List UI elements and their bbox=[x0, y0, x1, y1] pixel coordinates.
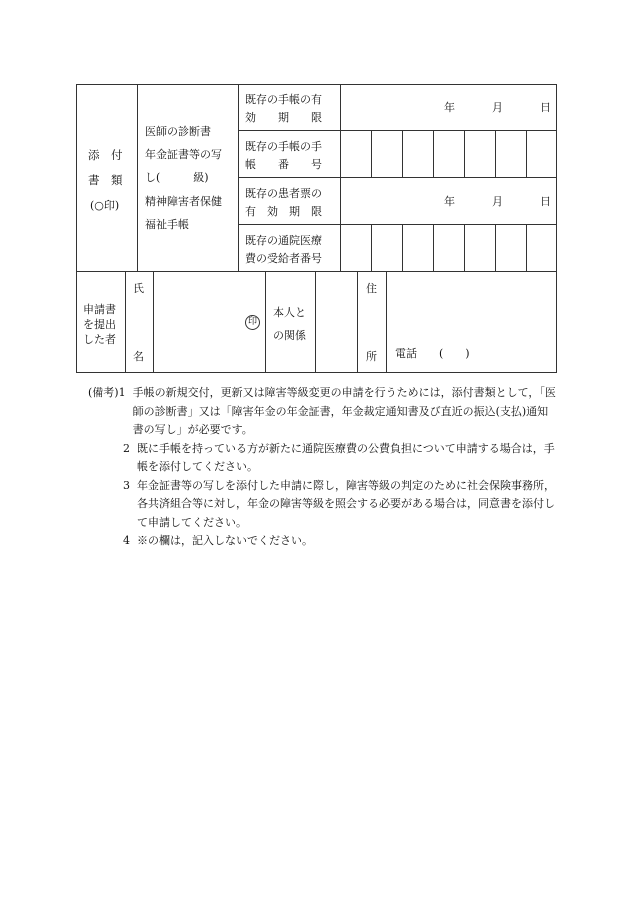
existing-notebook-number-label: 既存の手帳の手 bbox=[245, 140, 322, 153]
year-label: 年 bbox=[444, 101, 455, 114]
table-border-bottom bbox=[76, 372, 557, 373]
name-label-top: 氏 bbox=[133, 282, 144, 295]
day-label: 日 bbox=[540, 195, 551, 208]
note-number: 4 bbox=[123, 534, 130, 547]
divider bbox=[315, 271, 316, 373]
note-item bbox=[88, 384, 558, 440]
day-label: 日 bbox=[540, 101, 551, 114]
note-text: 年金証書等の写しを添付した申請に際し，障害等級の判定のために社会保険事務所，各共済組合等に対し，年金の障害等級を照会する必要がある場合は，同意書を添付して申請してください。 bbox=[137, 478, 555, 529]
attachments-label-line-3: (○印) bbox=[90, 199, 120, 212]
divider bbox=[265, 271, 266, 373]
digit-divider bbox=[402, 130, 403, 177]
address-label-bottom: 所 bbox=[366, 350, 377, 363]
note-text: ※の欄は，記入しないでください。 bbox=[137, 534, 313, 547]
divider bbox=[137, 84, 138, 272]
digit-divider bbox=[433, 130, 434, 177]
note-number: 1 bbox=[118, 386, 126, 399]
divider bbox=[386, 271, 387, 373]
existing-patient-card-expiry-label: 有 効 期 限 bbox=[245, 205, 322, 218]
applicant-label-line-2: を提出 bbox=[83, 318, 116, 331]
note-item bbox=[88, 440, 558, 477]
note-item bbox=[88, 477, 558, 533]
row-divider bbox=[238, 224, 557, 225]
digit-divider bbox=[371, 130, 372, 177]
divider bbox=[357, 271, 358, 373]
attachment-item: 年金証書等の写 bbox=[145, 148, 222, 161]
existing-notebook-expiry-label: 既存の手帳の有 bbox=[245, 93, 322, 106]
month-label: 月 bbox=[492, 101, 503, 114]
relation-label: 本人と bbox=[273, 306, 306, 319]
digit-divider bbox=[464, 224, 465, 272]
note-number: 2 bbox=[123, 441, 130, 455]
outpatient-recipient-number-label: 既存の通院医療 bbox=[245, 234, 322, 247]
table-border-top bbox=[76, 84, 557, 85]
row-divider bbox=[238, 130, 557, 131]
applicant-label-line-1: 申請書 bbox=[83, 303, 116, 316]
applicant-label-line-3: した者 bbox=[83, 333, 116, 346]
existing-notebook-expiry-label: 効 期 限 bbox=[245, 111, 322, 124]
digit-divider bbox=[402, 224, 403, 272]
row-divider bbox=[238, 177, 557, 178]
divider bbox=[153, 271, 154, 373]
digit-divider bbox=[495, 130, 496, 177]
attachment-item: 福祉手帳 bbox=[145, 218, 189, 231]
note-item bbox=[88, 532, 558, 551]
phone-label: 電話 ( ) bbox=[395, 347, 470, 360]
table-border-left bbox=[76, 84, 77, 373]
divider bbox=[340, 84, 341, 272]
attachment-item: 医師の診断書 bbox=[145, 125, 211, 138]
digit-divider bbox=[464, 130, 465, 177]
section-divider bbox=[76, 271, 557, 272]
note-number: 3 bbox=[123, 478, 130, 492]
address-label-top: 住 bbox=[366, 282, 377, 295]
divider bbox=[125, 271, 126, 373]
table-border-right bbox=[556, 84, 557, 373]
divider bbox=[238, 84, 239, 272]
digit-divider bbox=[526, 130, 527, 177]
relation-label: の関係 bbox=[273, 329, 306, 342]
existing-patient-card-expiry-label: 既存の患者票の bbox=[245, 187, 322, 200]
digit-divider bbox=[433, 224, 434, 272]
digit-divider bbox=[495, 224, 496, 272]
attachment-item: し( 級) bbox=[145, 171, 209, 184]
name-label-bottom: 名 bbox=[133, 350, 144, 363]
notes-prefix: (備考) bbox=[88, 386, 119, 399]
digit-divider bbox=[526, 224, 527, 272]
note-text: 既に手帳を持っている方が新たに通院医療費の公費負担について申請する場合は，手帳を添付してください。 bbox=[137, 441, 555, 473]
note-text: 手帳の新規交付，更新又は障害等級変更の申請を行うためには，添付書類として，「医師の診断書」又は「障害年金の年金証書，年金裁定通知書及び直近の振込(支払)通知書の写し」が必要です。 bbox=[132, 386, 556, 436]
year-label: 年 bbox=[444, 195, 455, 208]
notes-section bbox=[88, 384, 558, 551]
outpatient-recipient-number-label: 費の受給者番号 bbox=[245, 252, 322, 265]
attachment-item: 精神障害者保健 bbox=[145, 195, 222, 208]
month-label: 月 bbox=[492, 195, 503, 208]
seal-icon: 印 bbox=[247, 317, 257, 327]
seal-mark bbox=[245, 315, 260, 330]
attachments-label-line-2: 書 類 bbox=[88, 173, 123, 187]
attachments-label-line-1: 添 付 bbox=[88, 148, 123, 162]
digit-divider bbox=[371, 224, 372, 272]
existing-notebook-number-label: 帳 番 号 bbox=[245, 158, 322, 171]
